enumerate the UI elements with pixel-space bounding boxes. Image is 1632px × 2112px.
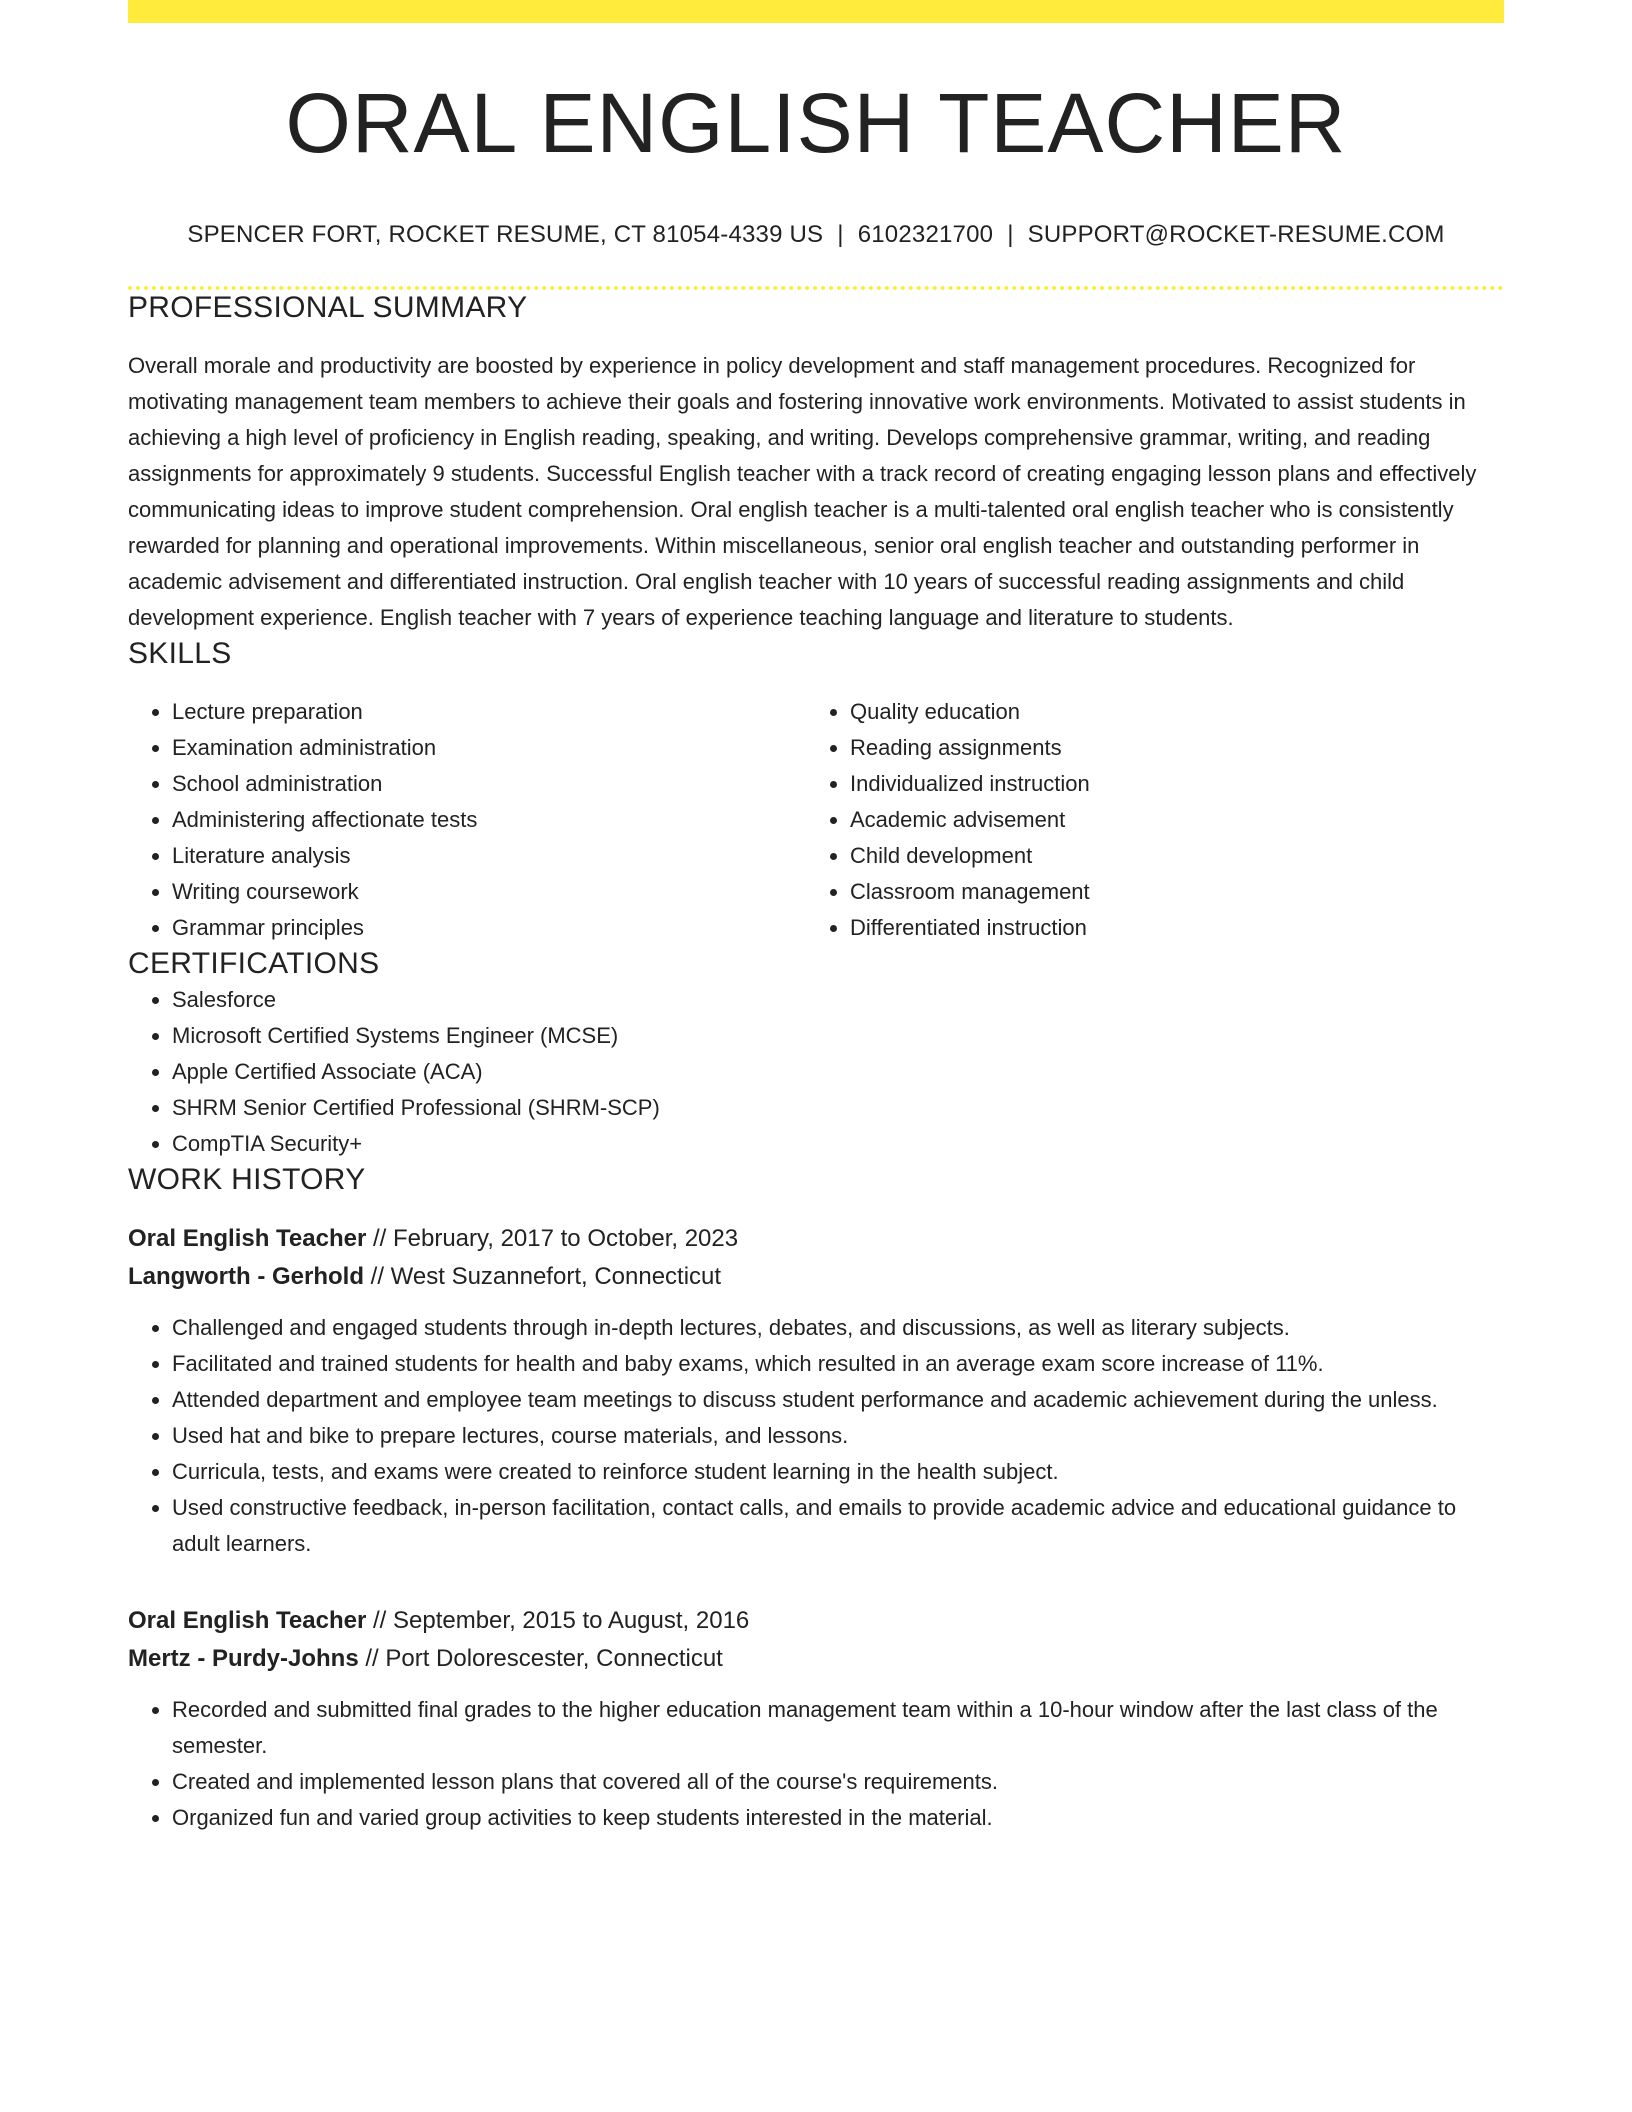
job-bullets <box>128 1692 1504 1836</box>
job-bullet: • Challenged and engaged students through in-depth lectures, debates, and discussions, as well as literary subjects. <box>172 1310 1504 1346</box>
skill-item: • Administering affectionate tests <box>172 802 806 838</box>
job-company-line <box>128 1258 1504 1296</box>
job-bullet: • Used constructive feedback, in-person facilitation, contact calls, and emails to provide academic advice and educational guidance to adult learners. <box>172 1490 1504 1562</box>
skill-item: • Literature analysis <box>172 838 806 874</box>
top-accent-bar <box>128 0 1504 23</box>
skill-item: • Differentiated instruction <box>850 910 1484 946</box>
job-location: // Port Dolorescester, Connecticut <box>365 1644 723 1672</box>
job-bullets <box>128 1310 1504 1562</box>
skill-item: • Reading assignments <box>850 730 1484 766</box>
certifications-heading: CERTIFICATIONS <box>128 946 380 980</box>
skills-columns <box>128 694 1504 946</box>
job-bullet: • Used hat and bike to prepare lectures, course materials, and lessons. <box>172 1418 1504 1454</box>
skill-item: • Academic advisement <box>850 802 1484 838</box>
certification-item: • Microsoft Certified Systems Engineer (MCSE) <box>172 1018 1504 1054</box>
job-entry <box>128 1220 1504 1562</box>
page-title: ORAL ENGLISH TEACHER <box>285 76 1347 170</box>
skill-item: • Lecture preparation <box>172 694 806 730</box>
skill-item: • Grammar principles <box>172 910 806 946</box>
job-bullet: • Organized fun and varied group activities to keep students interested in the material. <box>172 1800 1504 1836</box>
contact-separator: | <box>1007 221 1014 248</box>
job-title-line <box>128 1602 1504 1640</box>
skills-heading: SKILLS <box>128 636 232 670</box>
skill-item: • Quality education <box>850 694 1484 730</box>
contact-line <box>128 221 1504 250</box>
job-dates: // September, 2015 to August, 2016 <box>372 1606 750 1634</box>
summary-text: Overall morale and productivity are boosted by experience in policy development and staff management procedures. Recognized for motivating management team members to achieve their goals and fostering innovative work environments. Motivated to assist students in achieving a high level of proficiency in English reading, speaking, and writing. Develops comprehensive grammar, writing, and reading assignments for approximately 9 students. Successful English teacher with a track record of creating engaging lesson plans and effectively communicating ideas to improve student comprehension. Oral english teacher is a multi-talented oral english teacher who is consistently rewarded for planning and operational improvements. Within miscellaneous, senior oral english teacher and outstanding performer in academic advisement and differentiated instruction. Oral english teacher with 10 years of successful reading assignments and child development experience. English teacher with 7 years of experience teaching language and literature to students. <box>128 352 1477 630</box>
job-dates: // February, 2017 to October, 2023 <box>372 1224 739 1252</box>
job-bullet: • Curricula, tests, and exams were created to reinforce student learning in the health subject. <box>172 1454 1504 1490</box>
job-bullet: • Attended department and employee team meetings to discuss student performance and academic achievement during the unless. <box>172 1382 1504 1418</box>
skill-item: • Classroom management <box>850 874 1484 910</box>
contact-phone: 6102321700 <box>857 221 994 248</box>
skill-item: • Child development <box>850 838 1484 874</box>
skill-item: • School administration <box>172 766 806 802</box>
certification-item: • CompTIA Security+ <box>172 1126 1504 1162</box>
skills-list-right <box>806 694 1484 946</box>
job-bullet: • Created and implemented lesson plans that covered all of the course's requirements. <box>172 1764 1504 1800</box>
work-history-heading: WORK HISTORY <box>128 1162 366 1196</box>
skills-column-right <box>806 694 1484 946</box>
summary-heading: PROFESSIONAL SUMMARY <box>128 290 528 324</box>
job-entry <box>128 1602 1504 1836</box>
certification-item: • Salesforce <box>172 982 1504 1018</box>
job-company-line <box>128 1640 1504 1678</box>
contact-separator: | <box>837 221 844 248</box>
job-title-line <box>128 1220 1504 1258</box>
job-location: // West Suzannefort, Connecticut <box>370 1262 722 1290</box>
job-title: Oral English Teacher <box>128 1224 367 1252</box>
certifications-list <box>128 982 1504 1162</box>
job-company: Langworth - Gerhold <box>128 1262 364 1290</box>
resume-page <box>128 0 1504 1836</box>
job-bullet: • Recorded and submitted final grades to the higher education management team within a 10-hour window after the last class of the semester. <box>172 1692 1504 1764</box>
contact-email: SUPPORT@ROCKET-RESUME.COM <box>1027 221 1445 248</box>
skills-column-left <box>128 694 806 946</box>
skill-item: • Individualized instruction <box>850 766 1484 802</box>
job-bullet: • Facilitated and trained students for health and baby exams, which resulted in an average exam score increase of 11%. <box>172 1346 1504 1382</box>
certification-item: • Apple Certified Associate (ACA) <box>172 1054 1504 1090</box>
skill-item: • Examination administration <box>172 730 806 766</box>
job-company: Mertz - Purdy-Johns <box>128 1644 359 1672</box>
contact-address: SPENCER FORT, ROCKET RESUME, CT 81054-4339 US <box>187 221 824 248</box>
skills-list-left <box>128 694 806 946</box>
skill-item: • Writing coursework <box>172 874 806 910</box>
job-title: Oral English Teacher <box>128 1606 367 1634</box>
certification-item: • SHRM Senior Certified Professional (SHRM-SCP) <box>172 1090 1504 1126</box>
